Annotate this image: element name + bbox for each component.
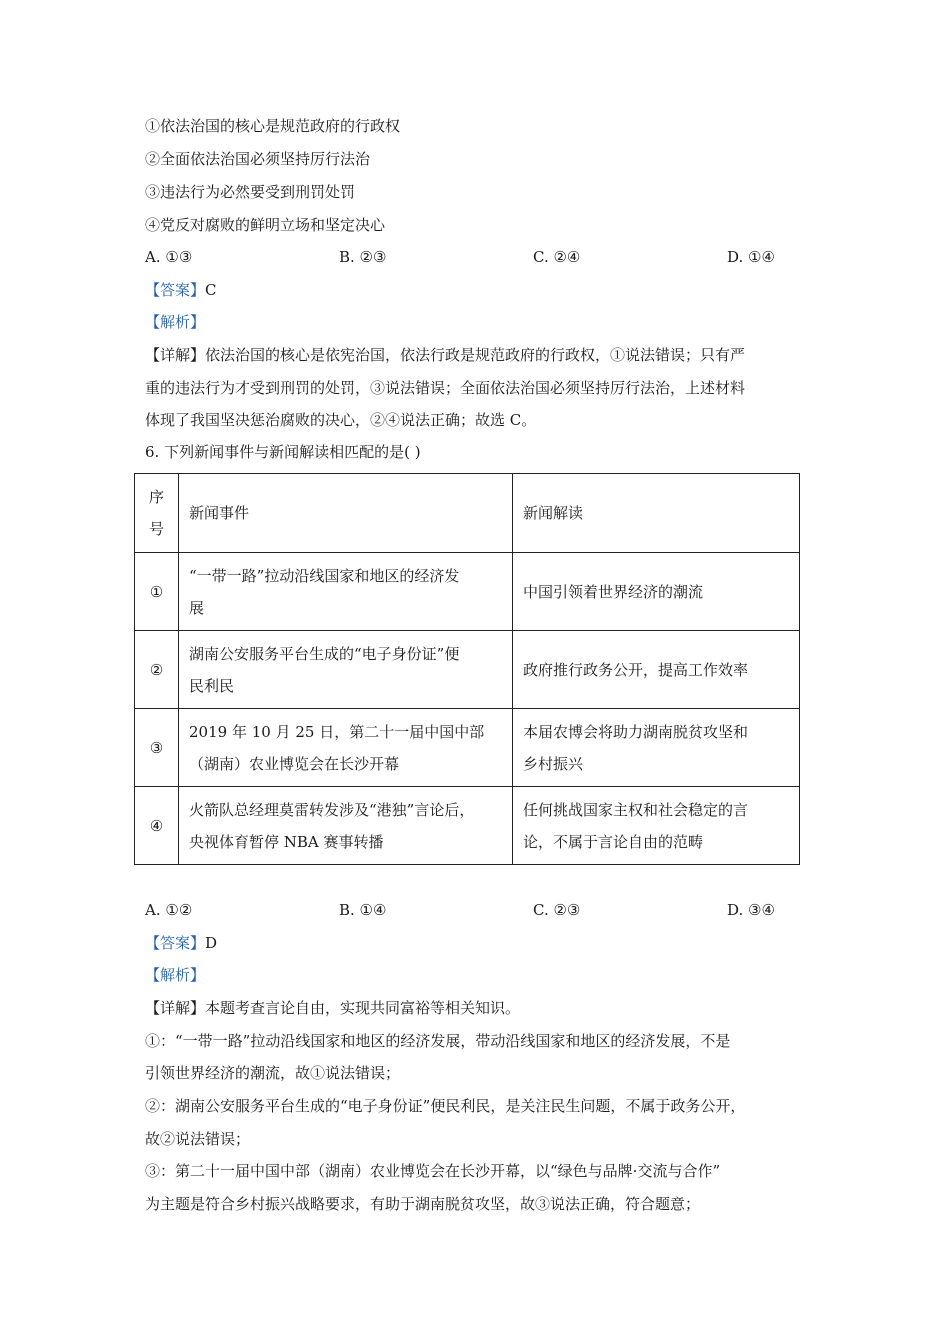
q5-answer xyxy=(145,279,217,301)
statement-4: ④党反对腐败的鲜明立场和坚定决心 xyxy=(145,216,386,234)
header-seq: 序 号 xyxy=(135,474,179,553)
q6-detail-line-1 xyxy=(145,997,520,1019)
answer-tag: 【答案】 xyxy=(145,934,206,952)
row-number: ③ xyxy=(135,709,179,787)
news-event: 湖南公安服务平台生成的“电子身份证”便 民利民 xyxy=(179,631,513,709)
news-reading: 政府推行政务公开，提高工作效率 xyxy=(513,631,800,709)
q5-analysis-tag: 【解析】 xyxy=(145,313,206,331)
statement-3: ③违法行为必然要受到刑罚处罚 xyxy=(145,183,356,201)
q6-analysis-line-1: ①：“一带一路”拉动沿线国家和地区的经济发展，带动沿线国家和地区的经济发展，不是 xyxy=(145,1032,731,1050)
answer-value: C xyxy=(205,281,217,299)
news-reading: 任何挑战国家主权和社会稳定的言 论，不属于言论自由的范畴 xyxy=(513,787,800,865)
row-number: ② xyxy=(135,631,179,709)
q6-analysis-line-2: 引领世界经济的潮流，故①说法错误； xyxy=(145,1064,401,1082)
detail-text: 依法治国的核心是依宪治国，依法行政是规范政府的行政权，①说法错误；只有严 xyxy=(205,346,746,364)
table-row xyxy=(135,631,800,709)
table-row xyxy=(135,709,800,787)
q5-detail-line-3: 体现了我国坚决惩治腐败的决心，②④说法正确；故选 C。 xyxy=(145,411,537,429)
q6-analysis-line-6: 为主题是符合乡村振兴战略要求，有助于湖南脱贫攻坚，故③说法正确，符合题意； xyxy=(145,1195,701,1213)
news-reading: 中国引领着世界经济的潮流 xyxy=(513,553,800,631)
statement-1: ①依法治国的核心是规范政府的行政权 xyxy=(145,117,401,135)
q5-option-c: C. ②④ xyxy=(533,248,581,266)
q6-analysis-tag: 【解析】 xyxy=(145,966,206,984)
table-header-row xyxy=(135,474,800,553)
q5-option-d: D. ①④ xyxy=(727,248,775,266)
row-number: ④ xyxy=(135,787,179,865)
news-reading: 本届农博会将助力湖南脱贫攻坚和 乡村振兴 xyxy=(513,709,800,787)
news-event: “一带一路”拉动沿线国家和地区的经济发 展 xyxy=(179,553,513,631)
q6-option-b: B. ①④ xyxy=(339,901,387,919)
q6-stem: 6. 下列新闻事件与新闻解读相匹配的是( ) xyxy=(145,443,421,461)
q6-option-a: A. ①② xyxy=(145,901,193,919)
detail-text: 本题考查言论自由，实现共同富裕等相关知识。 xyxy=(205,999,521,1017)
table-row xyxy=(135,553,800,631)
q5-option-a: A. ①③ xyxy=(145,248,193,266)
q6-analysis-line-5: ③：第二十一届中国中部（湖南）农业博览会在长沙开幕，以“绿色与品牌·交流与合作” xyxy=(145,1162,721,1180)
q5-detail-line-1 xyxy=(145,344,745,366)
answer-tag: 【答案】 xyxy=(145,281,206,299)
detail-tag: 【详解】 xyxy=(145,999,206,1017)
news-event: 火箭队总经理莫雷转发涉及“港独”言论后， 央视体育暂停 NBA 赛事转播 xyxy=(179,787,513,865)
news-table xyxy=(134,473,800,865)
detail-tag: 【详解】 xyxy=(145,346,206,364)
q6-option-c: C. ②③ xyxy=(533,901,581,919)
table-row xyxy=(135,787,800,865)
q6-answer xyxy=(145,932,217,954)
q5-detail-line-2: 重的违法行为才受到刑罚的处罚，③说法错误；全面依法治国必须坚持厉行法治，上述材料 xyxy=(145,379,746,397)
q6-option-d: D. ③④ xyxy=(727,901,775,919)
header-event: 新闻事件 xyxy=(179,474,513,553)
header-reading: 新闻解读 xyxy=(513,474,800,553)
q6-analysis-line-4: 故②说法错误； xyxy=(145,1130,251,1148)
q6-analysis-line-3: ②：湖南公安服务平台生成的“电子身份证”便民利民，是关注民生问题，不属于政务公开， xyxy=(145,1097,746,1115)
news-event: 2019 年 10 月 25 日，第二十一届中国中部 （湖南）农业博览会在长沙开幕 xyxy=(179,709,513,787)
statement-2: ②全面依法治国必须坚持厉行法治 xyxy=(145,150,371,168)
answer-value: D xyxy=(205,934,218,952)
row-number: ① xyxy=(135,553,179,631)
q5-option-b: B. ②③ xyxy=(339,248,387,266)
